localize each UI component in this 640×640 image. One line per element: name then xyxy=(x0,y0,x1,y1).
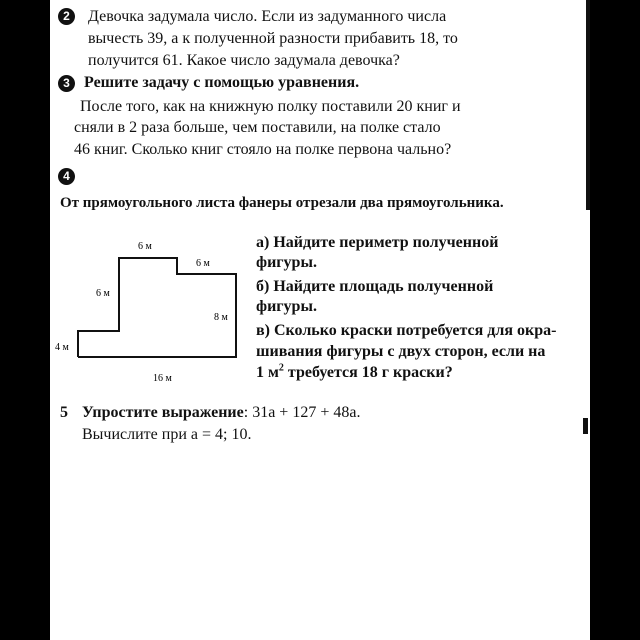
task-4-question-a-line-2: фигуры. xyxy=(256,254,317,271)
dimension-step-top: 6 м xyxy=(196,258,210,269)
task-5-expression: : 31a + 127 + 48a. xyxy=(243,404,361,421)
dimension-right: 8 м xyxy=(214,312,228,323)
task-2-line-3: получится 61. Какое число задумала девочка? xyxy=(88,52,400,69)
area-unit: 1 м xyxy=(256,364,279,381)
task-3-number-badge: 3 xyxy=(58,75,75,92)
task-3-line-2: сняли в 2 раза больше, чем поставили, на полке стало xyxy=(74,119,441,136)
figure-outline xyxy=(78,258,236,357)
task-4-question-a-line-1: а) Найдите периметр полученной xyxy=(256,234,499,251)
task-5-number: 5 xyxy=(60,404,68,421)
dimension-top: 6 м xyxy=(138,241,152,252)
task-3-line-3: 46 книг. Сколько книг стояло на полке первона чально? xyxy=(74,141,452,158)
task-2-line-2: вычесть 39, а к полученной разности прибавить 18, то xyxy=(88,30,458,47)
dimension-left-upper: 6 м xyxy=(96,288,110,299)
task-4-number-badge: 4 xyxy=(58,168,75,185)
paint-rate-text: требуется 18 г краски? xyxy=(283,364,453,381)
dimension-bottom: 16 м xyxy=(153,373,172,384)
task-2-number-badge: 2 xyxy=(58,8,75,25)
task-4-question-b-line-2: фигуры. xyxy=(256,298,317,315)
task-4-heading: От прямоугольного листа фанеры отрезали два прямоугольника. xyxy=(60,195,504,211)
area-unit-exponent: 2 xyxy=(278,362,284,374)
task-5-heading: Упростите выражение xyxy=(82,404,244,421)
task-4-question-c-line-2: шивания фигуры с двух сторон, если на xyxy=(256,343,546,360)
task-3-line-1: После того, как на книжную полку поставили 20 книг и xyxy=(80,98,461,115)
task-2-line-1: Девочка задумала число. Если из задуманного числа xyxy=(88,8,447,25)
task-4-question-c-line-1: в) Сколько краски потребуется для окра- xyxy=(256,322,557,339)
task-5-line-2: Вычислите при a = 4; 10. xyxy=(82,426,252,443)
task-5-line-1 xyxy=(82,403,360,423)
task-4-question-b-line-1: б) Найдите площадь полученной xyxy=(256,278,494,295)
dimension-left-lower: 4 м xyxy=(55,342,69,353)
task-4-question-c-line-3 xyxy=(256,363,453,383)
task-3-heading: Решите задачу с помощью уравнения. xyxy=(84,74,360,91)
